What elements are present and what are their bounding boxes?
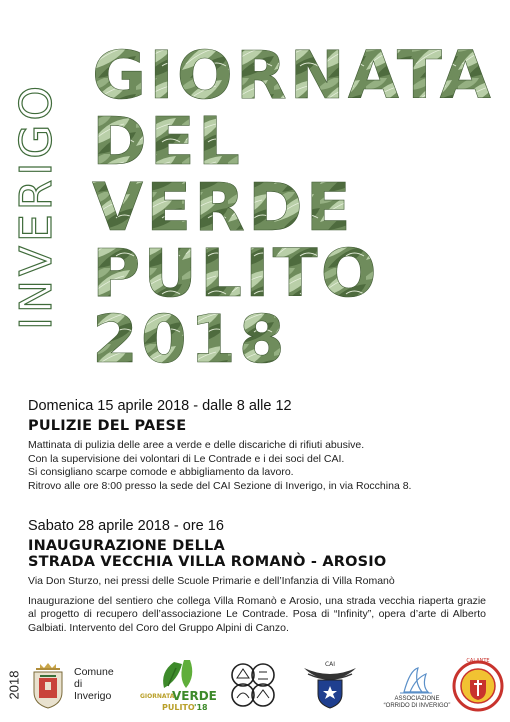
event-description: Inaugurazione del sentiero che collega Villa Romanò e Arosio, una strada vecchia riaperta grazie al progetto di recupero dell’associazione Le Contrade. Posa di “Infinity”, opera d’arte di Alberto Galbiati. Intervento del Coro del Gruppo Alpini di Canzo. [28, 594, 486, 634]
event-cleanup [28, 397, 486, 493]
side-title-inverigo [11, 46, 64, 366]
footer-year-text: 2018 [6, 670, 22, 700]
event-title-line-2: STRADA VECCHIA VILLA ROMANÒ - AROSIO [28, 554, 387, 570]
le-contrade-logo [228, 660, 278, 710]
gv-logo-text-3: PULITO [162, 703, 195, 712]
assoc-line-1: ASSOCIAZIONE [394, 696, 440, 702]
event-line: Si consigliano scarpe comode e abbigliamento da lavoro. [28, 466, 294, 478]
footer-logos [0, 652, 510, 718]
headline-line-2: DEL [92, 103, 243, 180]
group-badge-logo [452, 656, 504, 714]
event-location: Via Don Sturzo, nei pressi delle Scuole Primarie e dell’Infanzia di Villa Romanò [28, 575, 395, 587]
orrido-logo [396, 664, 436, 696]
cai-badge-text: CAI [324, 661, 336, 668]
event-line: Con la supervisione dei volontari di Le Contrade e i dei soci del CAI. [28, 452, 345, 465]
cai-eagle-logo [302, 658, 358, 710]
headline-line-5: 2018 [92, 301, 288, 378]
event-line: Mattinata di pulizia delle aree a verde e delle discariche di rifiuti abusive. [28, 439, 365, 451]
gv-logo-text-2: VERDE [172, 689, 217, 703]
verde-pulito-logo [138, 658, 217, 712]
event-title-line-1: INAUGURAZIONE DELLA [28, 538, 225, 554]
headline [90, 37, 494, 378]
event-line: Ritrovo alle ore 8:00 presso la sede del CAI Sezione di Inverigo, in via Rocchina 8. [28, 479, 412, 492]
comune-line-2: di [74, 678, 83, 690]
event-date: Domenica 15 aprile 2018 - dalle 8 alle 12 [28, 398, 292, 414]
event-date: Sabato 28 aprile 2018 - ore 16 [28, 518, 224, 534]
comune-crest-icon [30, 662, 66, 710]
comune-line-1: Comune [74, 666, 114, 678]
event-inauguration [28, 517, 486, 635]
event-title: PULIZIE DEL PAESE [28, 418, 187, 434]
comune-name [74, 666, 114, 702]
headline-line-4: PULITO [92, 235, 380, 312]
side-title-text: INVERIGO [11, 81, 62, 331]
comune-line-3: Inverigo [74, 690, 112, 702]
gv-logo-text-1: GIORNATA [140, 693, 175, 700]
headline-line-3: VERDE [92, 169, 354, 246]
assoc-line-2: “ORRIDO DI INVERIGO” [383, 703, 451, 709]
headline-line-1: GIORNATA [92, 37, 494, 114]
gv-logo-year: '18 [194, 703, 208, 712]
orrido-text [377, 696, 457, 710]
badge-logo-text: CALANTE [466, 658, 490, 664]
footer-year [6, 662, 22, 708]
